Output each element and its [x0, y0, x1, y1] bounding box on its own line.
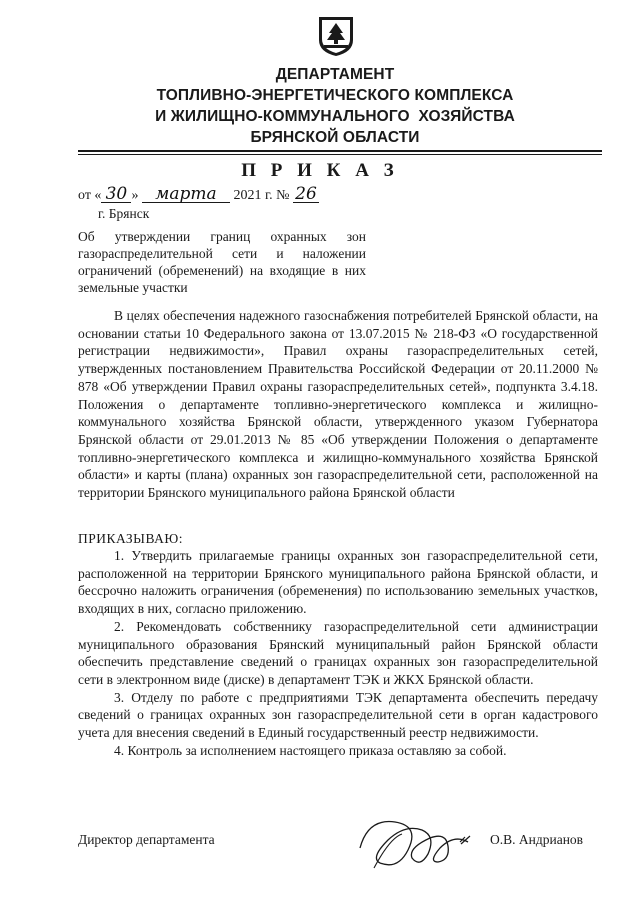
order-items [78, 547, 598, 759]
dept-line: БРЯНСКОЙ ОБЛАСТИ [250, 129, 420, 146]
handwritten-month: марта [142, 186, 230, 203]
prikazyvayu-heading: ПРИКАЗЫВАЮ: [78, 531, 183, 546]
number-label: № [276, 188, 290, 203]
order-item: 3. Отделу по работе с предприятиями ТЭК департамента обеспечить передачу сведений о границах охранных зон газораспределительной сети в орган кадастрового учета для внесения сведений в Единый государственный реестр недвижимости. [78, 689, 598, 741]
preamble [78, 307, 598, 502]
preamble-paragraph: В целях обеспечения надежного газоснабжения потребителей Брянской области, на основании статьи 10 Федерального закона от 13.07.2015 № 218-ФЗ «О государственной регистрации недвижимости», Правил охраны газораспределительных сетей, утвержденных постановлением Правительства Российской Федерации от 20.11.2000 № 878 «Об утверждении Правил охраны газораспределительных сетей», подпункта 3.4.18. Положения о департаменте топливно-энергетического комплекса и жилищно-коммунального хозяйства Брянской области, утвержденного указом Губернатора Брянской области от 29.01.2013 № 85 «Об утверждении Положения о департаменте топливно-энергетического комплекса и жилищно-коммунального хозяйства Брянской области» и карты (плана) охранных зон газораспределительной сети, расположенной на территории Брянского муниципального района Брянской области [78, 308, 598, 501]
dept-line: И ЖИЛИЩНО-КОММУНАЛЬНОГО ХОЗЯЙСТВА [155, 108, 515, 125]
header-rule-thick [78, 150, 602, 152]
order-item: 4. Контроль за исполнением настоящего приказа оставляю за собой. [114, 742, 507, 758]
header-rule-thin [78, 154, 602, 155]
date-quote-close: » [131, 188, 139, 203]
order-subject: Об утверждении границ охранных зон газораспределительной сети и наложении ограничений (обременений) на входящие в них земельные участки [78, 229, 366, 295]
order-item: 2. Рекомендовать собственнику газораспределительной сети администрации муниципального образования Брянский муниципальный район Брянской области обеспечить представление сведений о границах охранных зон газораспределительной сети в электронном виде (диске) в департамент ТЭК и ЖКХ Брянской области. [78, 618, 598, 687]
order-item: 1. Утвердить прилагаемые границы охранных зон газораспределительной сети, расположенной на территории Брянского муниципального района Брянской области, и бессрочно наложить ограничения (обременения) по использованию земельных участков, входящих в них, согласно приложению. [78, 548, 598, 617]
dept-line: ТОПЛИВНО-ЭНЕРГЕТИЧЕСКОГО КОМПЛЕКСА [156, 87, 514, 104]
signature-tick-mark [458, 832, 474, 846]
date-line [78, 186, 319, 204]
date-prefix: от « [78, 188, 102, 203]
dept-line: ДЕПАРТАМЕНТ [275, 66, 395, 83]
handwritten-number: 26 [293, 186, 319, 203]
signatory-position: Директор департамента [78, 832, 215, 847]
coat-of-arms-icon [316, 14, 356, 58]
department-name [100, 64, 570, 148]
date-year: 2021 г. [233, 188, 273, 203]
handwritten-day: 30 [101, 186, 131, 203]
city: г. Брянск [98, 206, 150, 221]
signatory-name: О.В. Андрианов [490, 832, 584, 847]
document-title: П Р И К А З [241, 160, 399, 181]
